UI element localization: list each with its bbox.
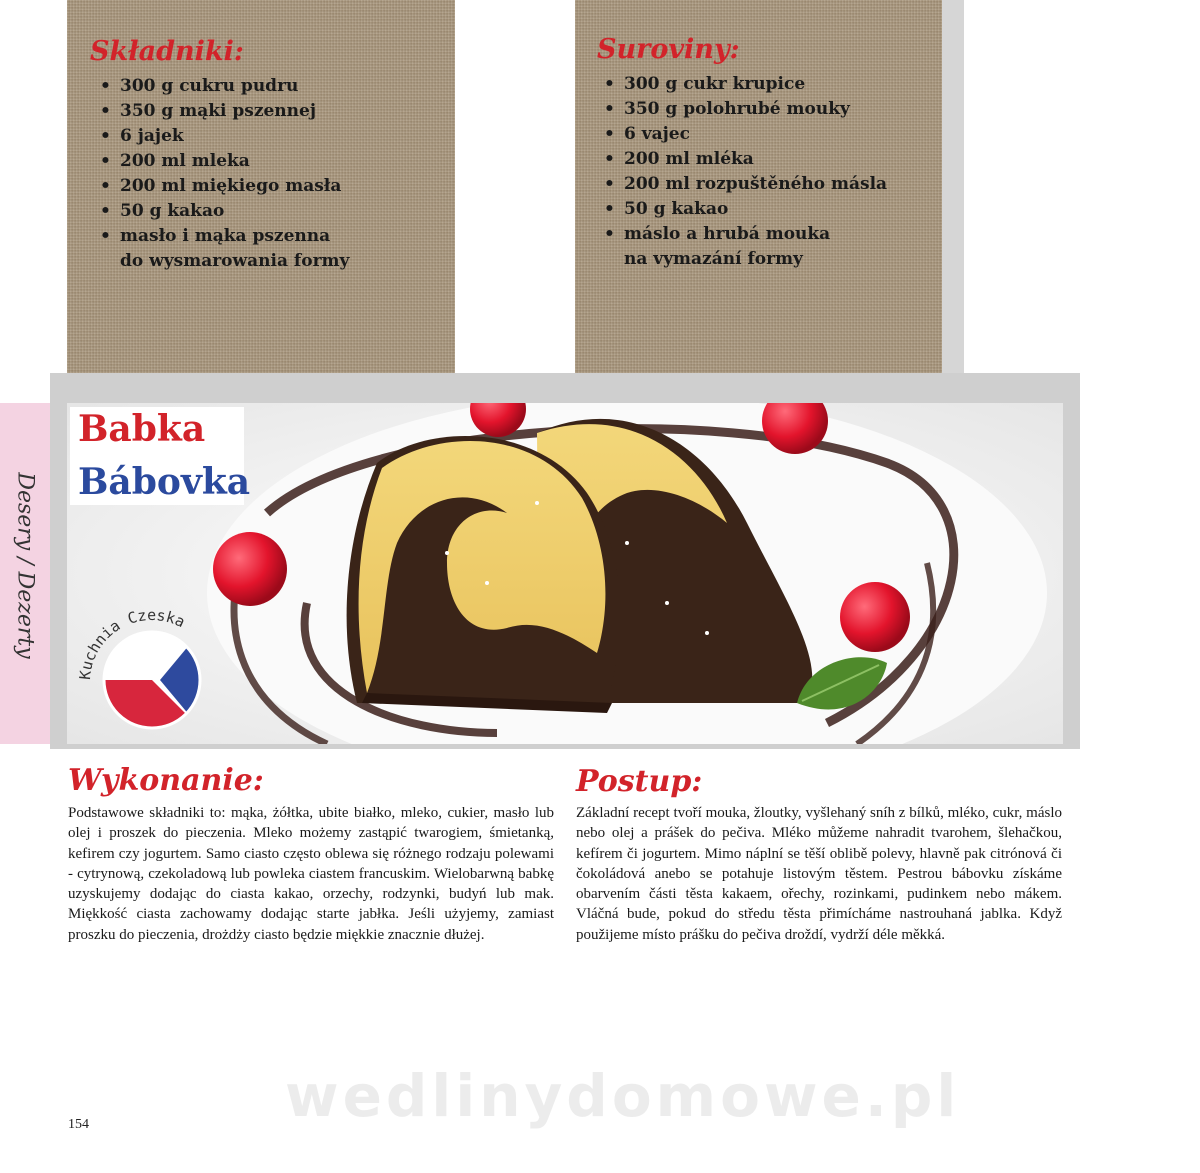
badge-label: Kuchnia Czeska (75, 605, 188, 681)
page-number: 154 (68, 1117, 89, 1132)
ingredients-list-pl (94, 74, 341, 249)
method-text-pl: Podstawowe składniki to: mąka, żółtka, ubite białko, mleko, cukier, masło lub olej i proszek do pieczenia. Mleko możemy zastąpić twarogiem, śmietanką, kefirem czy jogurtem. Samo ciasto często oblewa się różnego rodzaju polewami - cytrynową, czekoladową lub powleka ciastem francuskim. Wielobarwną babkę uzyskujemy dodając do ciasta kakao, orzechy, rodzynki, budyń lub mak. Miękkość ciasta zachowamy dodając starte jabłka. Jeśli użyjemy, zamiast proszku do pieczenia, drożdży ciasto będzie miękkie znacznie dłużej. (68, 805, 554, 943)
list-item: • masło i mąka pszenna (94, 224, 341, 249)
list-item: • máslo a hrubá mouka (598, 222, 887, 247)
category-tab (0, 403, 50, 744)
list-item: • 50 g kakao (94, 199, 341, 224)
watermark: wedlinydomowe.pl (285, 1062, 961, 1130)
list-item: • 350 g polohrubé mouky (598, 97, 887, 122)
list-item: • 200 ml rozpuštěného másla (598, 172, 887, 197)
method-title-cz: Postup: (576, 764, 703, 799)
list-item: • 200 ml mléka (598, 147, 887, 172)
list-item: • 300 g cukru pudru (94, 74, 341, 99)
ingredients-title-cz: Suroviny: (597, 34, 740, 65)
czech-cuisine-badge (72, 602, 232, 732)
panel-shadow (942, 0, 964, 373)
list-item: • 300 g cukr krupice (598, 72, 887, 97)
list-item: • 200 ml mleka (94, 149, 341, 174)
method-text-cz: Základní recept tvoří mouka, žloutky, vyšlehaný sníh z bílků, mléko, cukr, máslo nebo olej a prášek do pečiva. Mléko můžeme nahradit tvarohem, šlehačkou, kefírem či jogurtem. Mimo náplní se těší oblibě polevy, hlavně pak citrónová či čokoládová anebo se potahuje listovým těstem. Pestrou bábovku získáme obarvením části těsta kakaem, ořechy, rozinkami, pudinkem nebo mákem. Vláčná bude, pokud do středu těsta přimícháme nastrouhaná jablka. Když použijeme místo prášku do pečiva droždí, vydrží déle měkká. (576, 805, 1062, 943)
list-item: • 6 vajec (598, 122, 887, 147)
list-item-continuation: na vymazání formy (624, 249, 803, 269)
title-czech: Bábovka (78, 461, 251, 503)
list-item: • 350 g mąki pszennej (94, 99, 341, 124)
ingredients-list-cz (598, 72, 887, 247)
title-polish: Babka (78, 408, 206, 450)
list-item: • 50 g kakao (598, 197, 887, 222)
method-title-pl: Wykonanie: (68, 763, 264, 798)
list-item: • 6 jajek (94, 124, 341, 149)
ingredients-title-pl: Składniki: (90, 36, 244, 67)
list-item: • 200 ml miękiego masła (94, 174, 341, 199)
list-item-continuation: do wysmarowania formy (120, 251, 350, 271)
category-label: Desery / Dezerty (12, 472, 38, 659)
